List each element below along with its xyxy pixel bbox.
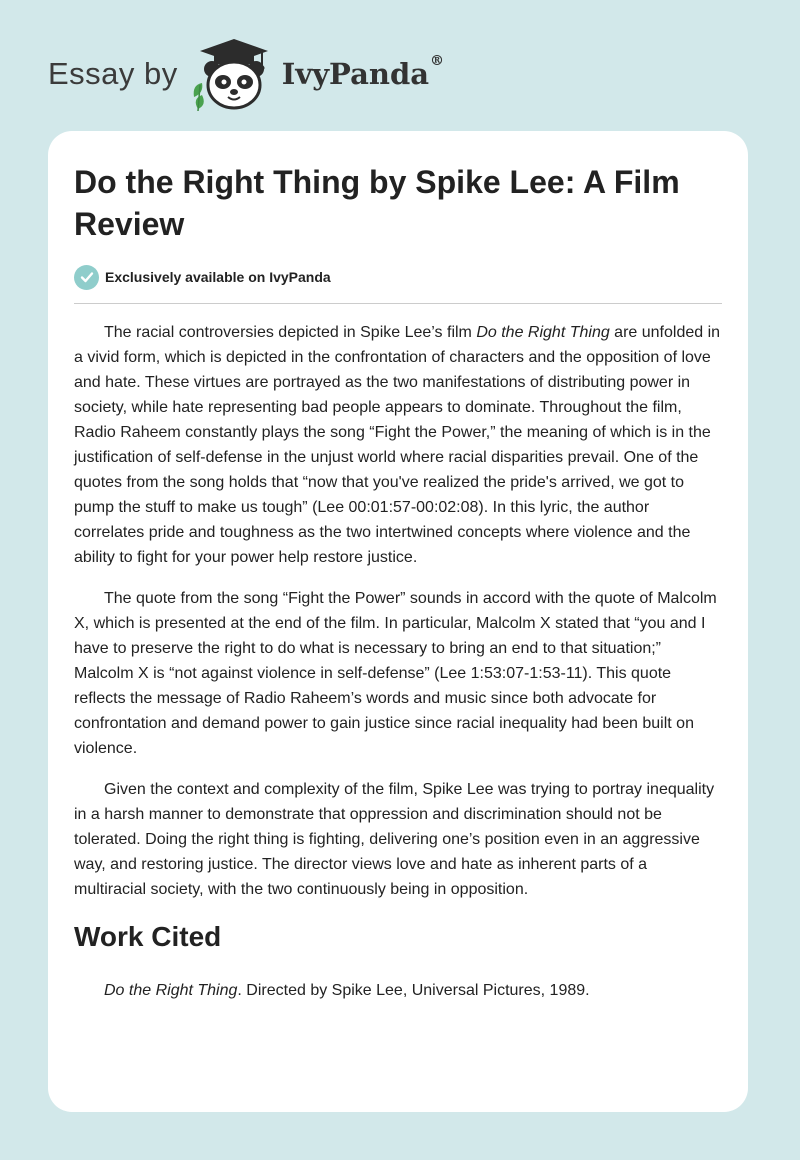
paragraph: Given the context and complexity of the film, Spike Lee was trying to portray inequality in a harsh manner to demonstrate that oppression and discrimination should not be tolerated. Doing the right thing is fighting, delivering one’s position even in an aggressive way, and restoring justice. The director views love and hate as inherent parts of a multiracial society, with the two continuously being in opposition. — [74, 781, 715, 898]
site-brand[interactable] — [48, 34, 444, 114]
divider — [74, 303, 722, 304]
exclusive-badge — [74, 263, 722, 291]
paragraph: The racial controversies depicted in Spike Lee’s film Do the Right Thing are unfolded in a vivid form, which is depicted in the confrontation of characters and the opposition of love and hate. These virtues are portrayed as the two manifestations of distributing power in society, while hate representing bad people appears to dominate. Throughout the film, Radio Raheem constantly plays the song “Fight the Power,” the meaning of which is in the justification of self-defense in the unjust world where racial disparities prevail. One of the quotes from the song holds that “now that you've realized the pride's arrived, we got to pump the stuff to make us tough” (Lee 00:01:57-00:02:08). In this lyric, the author correlates pride and toughness as the two intertwined concepts where violence and the ability to fight for your power help restore justice. — [74, 324, 721, 566]
essay-card — [48, 131, 748, 1112]
page-title: Do the Right Thing by Spike Lee: A Film Review — [74, 164, 680, 242]
citation-entry: Do the Right Thing. Directed by Spike Lee, Universal Pictures, 1989. — [104, 982, 590, 999]
paragraph: The quote from the song “Fight the Power” sounds in accord with the quote of Malcolm X, which is presented at the end of the film. In particular, Malcolm X stated that “you and I have to preserve the right to do what is necessary to bring an end to that situation;” Malcolm X is “not against violence in self-defense” (Lee 1:53:07-1:53-11). This quote reflects the message of Radio Raheem’s words and music since both advocate for confrontation and demand power to gain justice since racial inequality had been built on violence. — [74, 590, 717, 757]
checkmark-icon — [74, 265, 99, 290]
brand-prefix: Essay by — [48, 56, 178, 91]
panda-logo-icon — [188, 35, 280, 113]
exclusive-badge-label: Exclusively available on IvyPanda — [105, 269, 331, 285]
brand-name: IvyPanda® — [281, 53, 445, 91]
works-cited-heading: Work Cited — [74, 921, 222, 952]
essay-body — [74, 320, 722, 902]
film-title: Do the Right Thing — [476, 324, 610, 341]
